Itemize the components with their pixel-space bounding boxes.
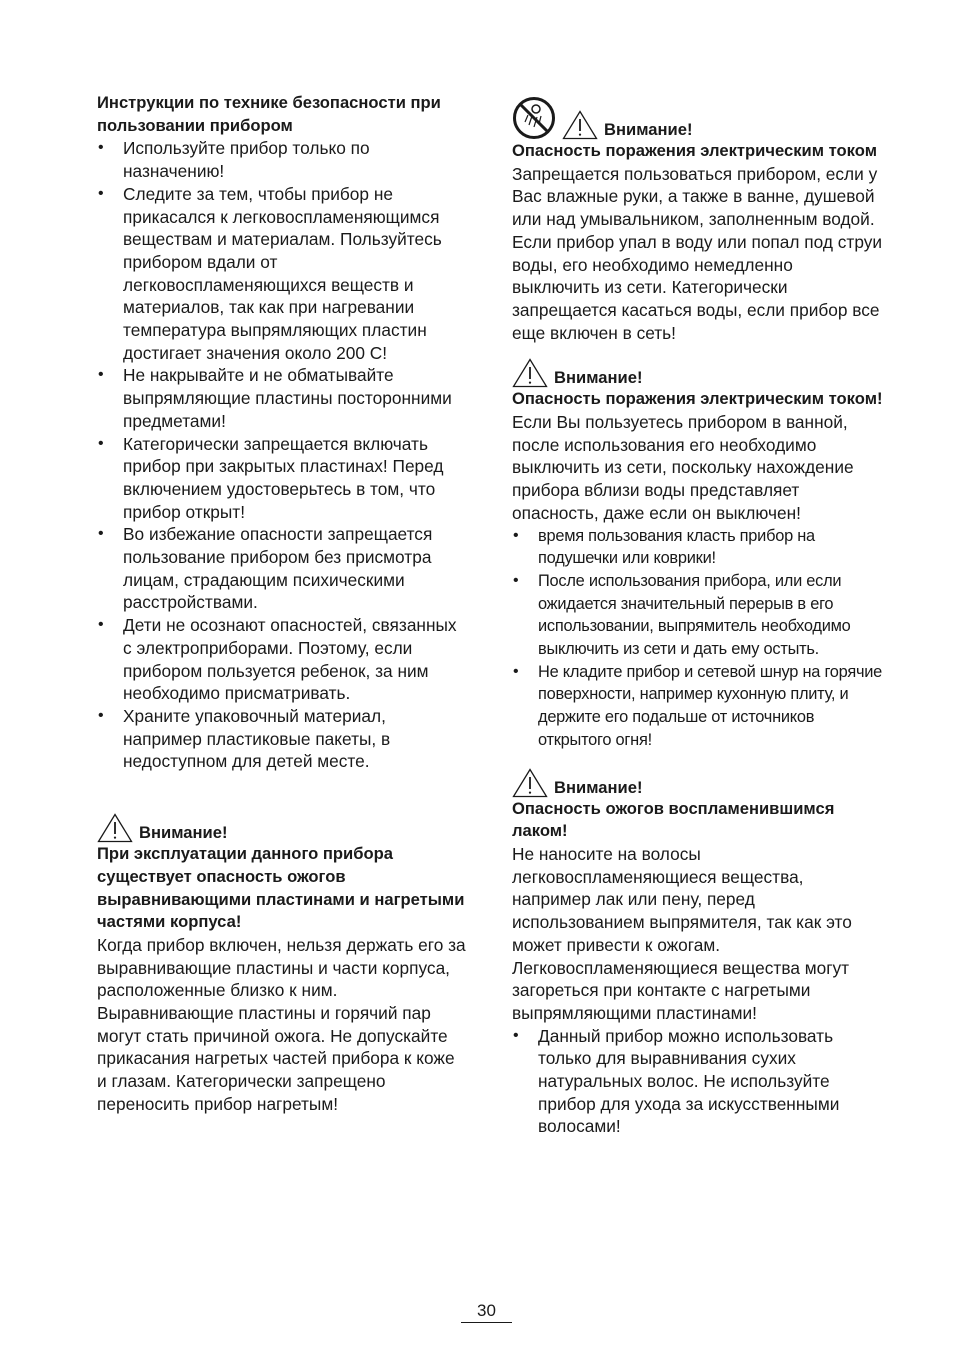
warning-label: Внимание! [604, 120, 693, 139]
warning-label: Внимание! [554, 777, 643, 797]
right-column [512, 96, 884, 1138]
list-item: • Используйте прибор только по назначению! [97, 137, 467, 182]
list-item: • Данный прибор можно использовать только для выравнивания сухих натуральных волос. Не используйте прибор для ухода за искусственными волосами! [512, 1025, 884, 1139]
warning-triangle-icon [97, 813, 133, 843]
warning-header-lacquer [512, 768, 884, 798]
warning-header-water [512, 96, 884, 140]
list-item: • Дети не осознают опасностей, связанных с электроприборами. Поэтому, если прибором пользуется ребенок, за ним необходимо присматривать. [97, 614, 467, 705]
warning-text: Если Вы пользуетесь прибором в ванной, после использования его необходимо выключить из сети, поскольку нахождение прибора вблизи воды представляет опасность, даже если он выключен! [512, 412, 854, 523]
warning-heading: При эксплуатации данного прибора существует опасность ожогов выравнивающими пластинами и нагретыми частями корпуса! [97, 844, 465, 932]
warning-label: Внимание! [554, 368, 643, 388]
left-column [97, 92, 467, 1116]
warning-label: Внимание! [139, 823, 228, 843]
warning-heading: Опасность поражения электрическим током! [512, 389, 883, 409]
warning-triangle-icon [512, 358, 548, 388]
warning-heading: Опасность ожогов воспламенившимся лаком! [512, 798, 835, 841]
warning-header-shock [512, 358, 884, 388]
list-item: • Храните упаковочный материал, например пластиковые пакеты, в недоступном для детей месте. [97, 705, 467, 773]
page-number: 30 [461, 1300, 512, 1323]
list-item: • время пользования класть прибор на подушечки или коврики! [512, 525, 884, 570]
warning-triangle-icon [512, 768, 548, 798]
warning-heading: Опасность поражения электрическим током [512, 141, 877, 160]
warning-header-burn [97, 813, 467, 843]
list-item: • Не кладите прибор и сетевой шнур на горячие поверхности, например кухонную плиту, и держите его подальше от источников открытого огня! [512, 661, 884, 752]
safety-bullet-list [97, 137, 467, 773]
list-item: • Во избежание опасности запрещается пользование прибором без присмотра лицам, страдающим психическими расстройствами. [97, 523, 467, 614]
list-item: • Следите за тем, чтобы прибор не прикасался к легковоспламеняющимся веществам и материалам. Пользуйтесь прибором вдали от легковоспламеняющихся веществ и материалов, так как при нагревании температура выпрямляющих пластин достигает значения около 200 С! [97, 183, 467, 365]
warning-text: Не наносите на волосы легковоспламеняющиеся вещества, например лак или пену, перед использованием выпрямителя, так как это может привести к ожогам. Легковоспламеняющиеся вещества могут загореться при контакте с нагретыми выпрямляющими пластинами! [512, 843, 852, 1023]
lacquer-bullet-list [512, 1025, 884, 1139]
list-item: • Не накрывайте и не обматывайте выпрямляющие пластины посторонними предметами! [97, 364, 467, 432]
shock-bullet-list [512, 525, 884, 752]
warning-text: Запрещается пользоваться прибором, если у Вас влажные руки, а также в ванне, душевой или над умывальником, заполненным водой. Если прибор упал в воду или попал под струи воды, его необходимо немедленно выключить из сети. Категорически запрещается касаться воды, если прибор все еще включен в сеть! [512, 163, 883, 343]
section-title: Инструкции по технике безопасности при пользовании прибором [97, 93, 441, 135]
no-water-icon [512, 96, 556, 140]
list-item: • После использования прибора, или если ожидается значительный перерыв в его использовании, выпрямитель необходимо выключить из сети и дать ему остыть. [512, 570, 884, 661]
warning-triangle-icon [562, 110, 598, 140]
warning-text: Когда прибор включен, нельзя держать его за выравнивающие пластины и части корпуса, расположенные близко к ним. Выравнивающие пластины и горячий пар могут стать причиной ожога. Не допускайте прикасания нагретых частей прибора к коже и глазам. Категорически запрещено переносить прибор нагретым! [97, 934, 466, 1114]
list-item: • Категорически запрещается включать прибор при закрытых пластинах! Перед включением удостоверьтесь в том, что прибор открыт! [97, 433, 467, 524]
